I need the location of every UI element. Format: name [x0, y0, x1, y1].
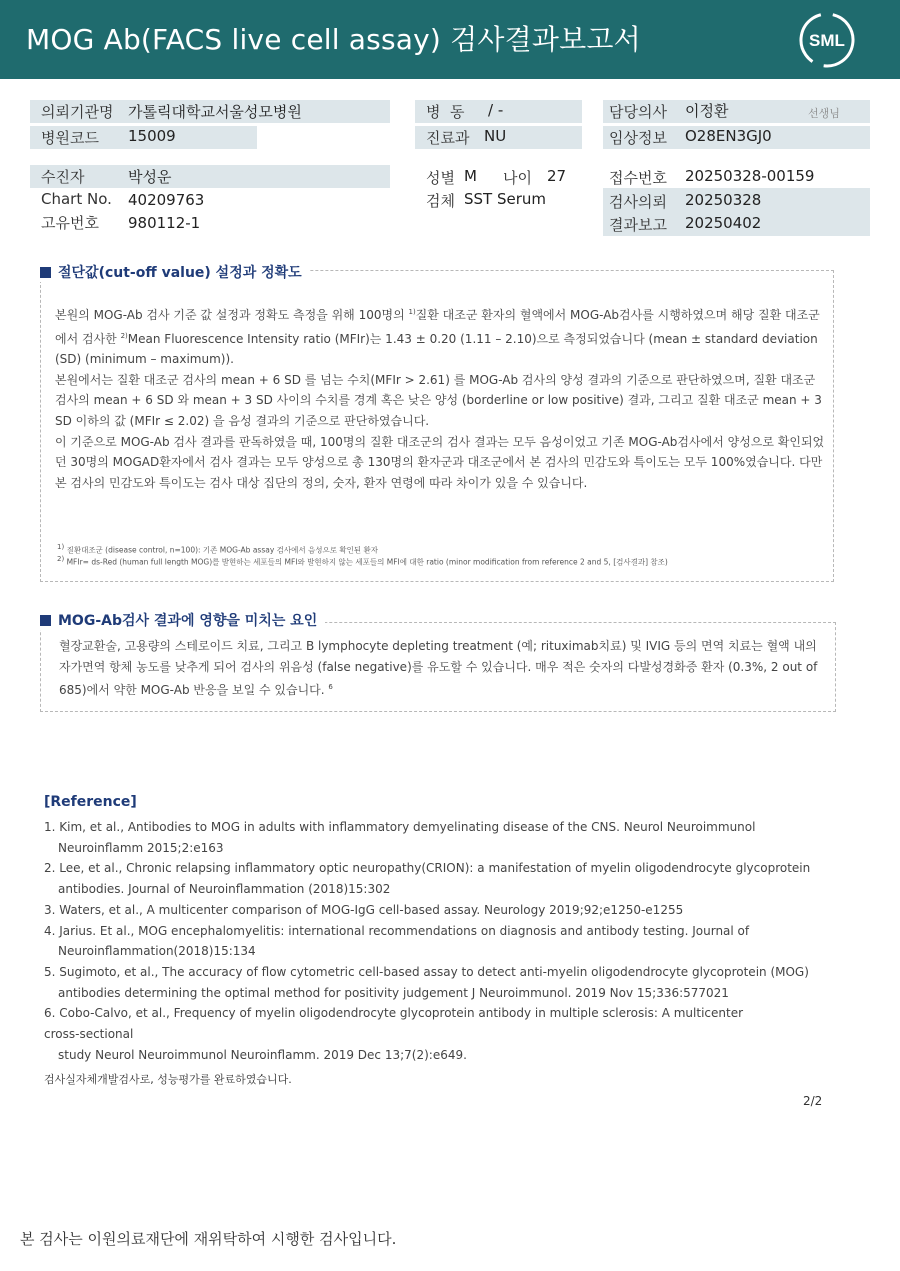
- hospital-code-label: 병원코드: [41, 129, 99, 147]
- doctor-label: 담당의사: [609, 103, 667, 121]
- request-date-value: 20250328: [685, 191, 762, 209]
- age-value: 27: [547, 167, 567, 185]
- factors-section-heading: MOG-Ab검사 결과에 영향을 미치는 요인: [58, 613, 318, 629]
- ward-label: 병 동: [426, 103, 465, 121]
- factors-section-title: [40, 610, 325, 630]
- cutoff-paragraph-3: 이 기준으로 MOG-Ab 검사 결과를 판독하였을 때, 100명의 질환 대조군의 검사 결과는 모두 음성이었고 기존 MOG-Ab검사에서 양성으로 확인되었던 30명의 MOGAD환자에서 검사 결과는 모두 양성으로 총 130명의 환자군과 대조군에서 본 검사의 민감도와 특이도는 모두 100%였습니다. 다만 본 검사의 민감도와 특이도는 검사 대상 집단의 정의, 숫자, 환자 연령에 따라 차이가 있을 수 있습니다.: [55, 434, 825, 490]
- receipt-no-label: 접수번호: [609, 169, 667, 187]
- department-label: 진료과: [426, 129, 470, 147]
- specimen-label: 검체: [426, 192, 455, 210]
- clinical-info-label: 임상정보: [609, 129, 667, 147]
- reference-item-continued: Neuroinflammation(2018)15:134: [58, 944, 256, 959]
- clinical-info-value: O28EN3GJ0: [685, 127, 772, 145]
- svg-text:SML: SML: [809, 31, 845, 50]
- section-bullet-icon: [40, 615, 51, 626]
- report-date-label: 결과보고: [609, 216, 667, 234]
- department-value: NU: [484, 127, 507, 145]
- outsourcing-note: 본 검사는 이원의료재단에 재위탁하여 시행한 검사입니다.: [20, 1230, 397, 1248]
- request-date-label: 검사의뢰: [609, 193, 667, 211]
- sex-label: 성별: [426, 169, 455, 187]
- reference-item: 2. Lee, et al., Chronic relapsing inflammatory optic neuropathy(CRION): a manifestation of myelin oligodendrocyte glycoprotein: [44, 861, 811, 876]
- sex-value: M: [464, 167, 477, 185]
- reference-item: 1. Kim, et al., Antibodies to MOG in adults with inflammatory demyelinating disease of the CNS. Neurol Neuroimmunol: [44, 820, 756, 834]
- reference-list: [44, 817, 824, 1065]
- reference-item: 3. Waters, et al., A multicenter comparison of MOG-IgG cell-based assay. Neurology 2019;92;e1250-e1255: [44, 902, 684, 917]
- cutoff-section-heading: 절단값(cut-off value) 설정과 정확도: [58, 265, 302, 281]
- unique-no-label: 고유번호: [41, 214, 99, 232]
- ward-value: / -: [488, 101, 504, 119]
- specimen-value: SST Serum: [464, 190, 547, 208]
- reference-item: 6. Cobo-Calvo, et al., Frequency of myelin oligodendrocyte glycoprotein antibody in multiple sclerosis: A multicenter: [44, 1006, 744, 1021]
- reference-item-continued: antibodies. Journal of Neuroinflammation (2018)15:302: [58, 882, 391, 897]
- unique-no-value: 980112-1: [128, 214, 201, 232]
- examinee-value: 박성운: [128, 168, 172, 186]
- report-title: MOG Ab(FACS live cell assay) 검사결과보고서: [26, 23, 641, 56]
- validation-note: 검사실자체개발검사로, 성능평가를 완료하였습니다.: [44, 1073, 292, 1086]
- reference-item-continued: Neuroinflamm 2015;2:e163: [58, 840, 224, 855]
- reference-item-continued: study Neurol Neuroimmunol Neuroinflamm. 2019 Dec 13;7(2):e649.: [58, 1047, 467, 1062]
- age-label: 나이: [503, 169, 532, 187]
- factors-section-body: [59, 636, 823, 701]
- footnote-1: $^{1)}$ 질환대조군 (disease control, n=100): 기존 MOG-Ab assay 검사에서 음성으로 확인된 환자: [57, 543, 378, 555]
- doctor-suffix: 선생님: [808, 107, 840, 120]
- report-date-value: 20250402: [685, 214, 762, 232]
- footnote-2: $^{2)}$ MFIr= ds-Red (human full length MOG)를 발현하는 세포들의 MFI와 발현하지 않는 세포들의 MFI에 대한 ratio (minor modification from reference 2 and 5, [검사결과] 참조): [57, 555, 668, 567]
- report-header: [0, 0, 900, 79]
- examinee-label: 수진자: [41, 168, 85, 186]
- cutoff-section-body: [55, 302, 825, 493]
- reference-item-continued: antibodies determining the optimal method for positivity judgement J Neuroimmunol. 2019 Nov 15;336:577021: [58, 985, 729, 1000]
- sml-logo: [798, 11, 856, 69]
- hospital-code-value: 15009: [128, 127, 176, 145]
- factors-paragraph: 혈장교환술, 고용량의 스테로이드 치료, 그리고 B lymphocyte depleting treatment (예; rituximab치료) 및 IVIG 등의 면역 치료는 혈액 내의 자가면역 항체 농도를 낮추게 되어 검사의 위음성 (false negative)를 유도할 수 있습니다. 매우 적은 숫자의 다발성경화증 환자 (0.3%, 2 out of 685)에서 약한 MOG-Ab 반응을 보일 수 있습니다. $^6$: [59, 639, 818, 698]
- cutoff-paragraph-1: 본원의 MOG-Ab 검사 기준 값 설정과 정확도 측정을 위해 100명의 $^{1)}$질환 대조군 환자의 혈액에서 MOG-Ab검사를 시행하였으며 해당 질환 대조군에서 검사한 $^{2)}$Mean Fluorescence Intensity ratio (MFIr)는 1.43 ± 0.20 (1.11 – 2.10)으로 측정되었습니다 (mean ± standard deviation (SD) (minimum – maximum)).: [55, 308, 820, 367]
- chart-no-value: 40209763: [128, 191, 205, 209]
- cutoff-paragraph-2: 본원에서는 질환 대조군 검사의 mean + 6 SD 를 넘는 수치(MFIr > 2.61) 를 MOG-Ab 검사의 양성 결과의 기준으로 판단하였으며, 질환 대조군 검사의 mean + 6 SD 와 mean + 3 SD 사이의 수치를 경계 혹은 낮은 양성 (borderline or low positive) 결과, 그리고 질환 대조군 mean + 3 SD 이하의 값 (MFIr ≤ 2.02) 을 음성 결과의 기준으로 판단하였습니다.: [55, 372, 822, 428]
- institution-label: 의뢰기관명: [41, 103, 114, 121]
- section-bullet-icon: [40, 267, 51, 278]
- institution-value: 가톨릭대학교서울성모병원: [128, 103, 302, 121]
- cutoff-section-title: [40, 262, 310, 282]
- reference-item: 5. Sugimoto, et al., The accuracy of flow cytometric cell-based assay to detect anti-myelin oligodendrocyte glycoprotein (MOG): [44, 964, 809, 979]
- reference-item-continued: cross-sectional: [44, 1027, 134, 1042]
- doctor-value: 이정환: [685, 102, 729, 120]
- page-number: 2/2: [803, 1094, 823, 1108]
- receipt-no-value: 20250328-00159: [685, 167, 815, 185]
- chart-no-label: Chart No.: [41, 190, 112, 208]
- reference-item: 4. Jarius. Et al., MOG encephalomyelitis: international recommendations on diagnosis and antibody testing. Journal of: [44, 923, 750, 938]
- reference-title: [Reference]: [44, 794, 137, 810]
